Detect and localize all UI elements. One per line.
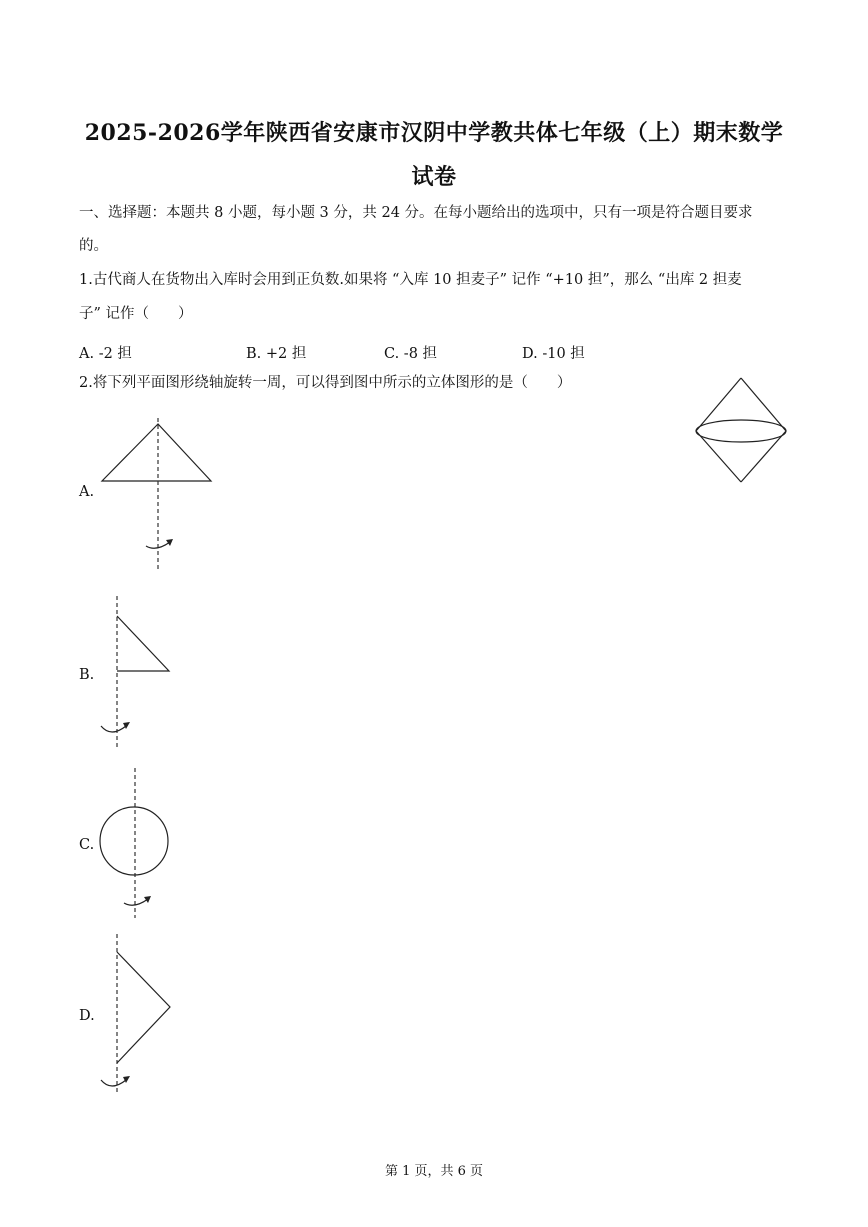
section-heading-line1: 一、选择题：本题共 8 小题，每小题 3 分，共 24 分。在每小题给出的选项中，只有一项是符合题目要求 (79, 205, 753, 221)
page-title-line1: 2025-2026学年陕西省安康市汉阴中学教共体七年级（上）期末数学 (84, 120, 784, 146)
q2-option-a-label: A. (79, 484, 95, 500)
page-footer: 第 1 页，共 6 页 (384, 1164, 484, 1179)
q1-option-c: C. -8 担 (384, 346, 438, 362)
q1-option-d: D. -10 担 (522, 346, 585, 362)
question-2-stem: 2.将下列平面图形绕轴旋转一周，可以得到图中所示的立体图形的是（ ） (79, 375, 572, 391)
section-heading-line2: 的。 (79, 238, 108, 254)
option-b-triangle-figure (96, 596, 176, 751)
q2-option-c-label: C. (79, 837, 95, 853)
q1-option-a: A. -2 担 (79, 346, 132, 362)
q1-option-b: B. +2 担 (246, 346, 307, 362)
option-c-circle-figure (96, 768, 176, 923)
question-1-line1: 1.古代商人在货物出入库时会用到正负数.如果将 “入库 10 担麦子” 记作 “+10 担”，那么 “出库 2 担麦 (79, 272, 742, 288)
double-cone-figure (690, 372, 794, 488)
q2-option-b-label: B. (79, 667, 95, 683)
option-a-triangle-figure (98, 418, 218, 573)
option-d-triangle-figure (96, 934, 176, 1096)
question-1-line2: 子” 记作（ ） (79, 306, 193, 322)
q2-option-d-label: D. (79, 1008, 95, 1024)
page-title-line2: 试卷 (411, 164, 457, 190)
